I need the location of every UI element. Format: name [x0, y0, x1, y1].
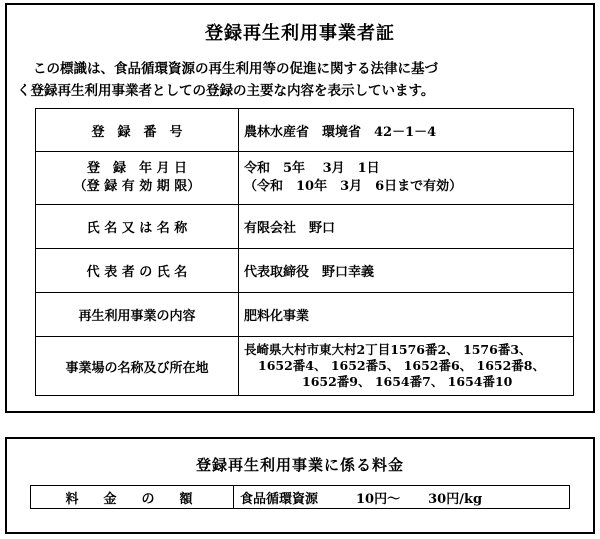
registration-date-text: 令和 5年 3月 1日 — [244, 161, 380, 176]
table-row — [36, 152, 574, 205]
address-line1: 長崎県大村市東大村2丁目1576番2、 1576番3、 — [244, 342, 532, 357]
registration-number-value — [239, 109, 574, 152]
fee-max: 30円/kg — [428, 491, 483, 507]
facility-location-label — [36, 337, 239, 396]
registration-date-label — [36, 152, 239, 205]
company-name-label — [36, 205, 239, 249]
intro-text-line1: この標識は、食品循環資源の再生利用等の促進に関する法律に基づ — [33, 61, 438, 77]
fee-panel — [5, 437, 595, 534]
table-row — [36, 205, 574, 249]
representative-value — [239, 249, 574, 293]
fee-min: 10円～ — [356, 491, 401, 507]
value-text: 代表取締役 野口幸義 — [244, 265, 375, 280]
fee-item: 食品循環資源 — [240, 491, 319, 507]
fee-table — [30, 485, 570, 509]
fee-amount-label — [31, 486, 234, 509]
label-text: 代 表 者 の 氏 名 — [86, 265, 188, 280]
address-line3: 1652番9、 1654番7、 1654番10 — [302, 374, 513, 389]
table-row — [36, 337, 574, 396]
fee-amount-value — [234, 486, 570, 509]
business-content-value — [239, 293, 574, 337]
business-content-label — [36, 293, 239, 337]
certificate-panel — [5, 3, 595, 413]
address-line2: 1652番4、 1652番5、 1652番6、 1652番8、 — [258, 358, 546, 373]
label-text: 料 金 の 額 — [65, 491, 199, 507]
company-name-value — [239, 205, 574, 249]
label-text: 事業場の名称及び所在地 — [65, 360, 209, 376]
value-text: 農林水産省 環境省 42－1－4 — [244, 124, 437, 140]
fee-title: 登録再生利用事業に係る料金 — [195, 456, 404, 474]
label-text: 再生利用事業の内容 — [78, 309, 196, 324]
table-row — [31, 486, 570, 509]
representative-label — [36, 249, 239, 293]
certificate-table — [35, 108, 574, 396]
validity-period-label-text: （登 録 有 効 期 限） — [73, 179, 201, 194]
label-text: 氏 名 又 は 名 称 — [86, 221, 188, 236]
table-row — [36, 293, 574, 337]
value-text: 肥料化事業 — [244, 309, 310, 324]
registration-number-label — [36, 109, 239, 152]
table-row — [36, 249, 574, 293]
facility-location-value — [239, 337, 574, 396]
registration-date-label-text: 登 録 年 月 日 — [86, 161, 188, 176]
validity-period-text: （令和 10年 3月 6日まで有効） — [244, 179, 463, 194]
value-text: 有限会社 野口 — [244, 221, 336, 236]
certificate-title: 登録再生利用事業者証 — [205, 23, 395, 44]
registration-date-value — [239, 152, 574, 205]
label-text: 登 録 番 号 — [91, 124, 183, 140]
table-row — [36, 109, 574, 152]
intro-text-line2: く登録再生利用事業者としての登録の主要な内容を表示しています。 — [17, 83, 435, 99]
